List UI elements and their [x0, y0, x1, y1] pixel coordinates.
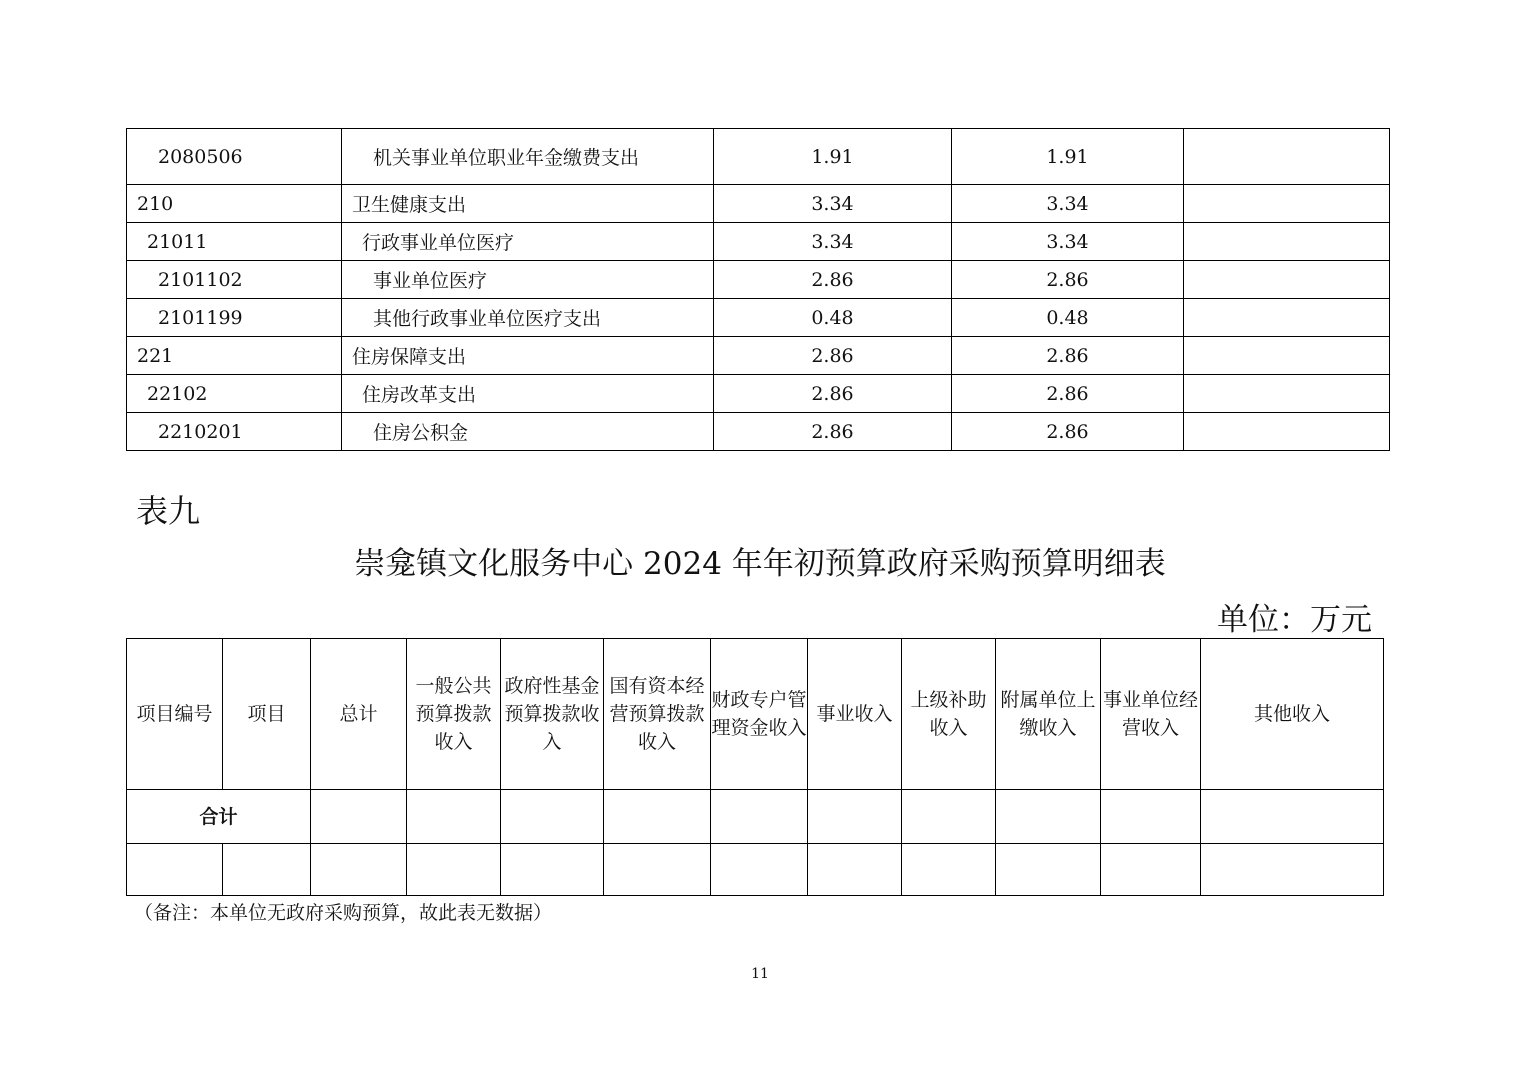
- table-row: [127, 375, 1390, 413]
- project-expense-cell: [1184, 299, 1390, 337]
- table-number-label: 表九: [136, 492, 201, 530]
- table-cell: [501, 844, 604, 896]
- account-name-cell: 机关事业单位职业年金缴费支出: [342, 129, 714, 185]
- basic-expense-cell: 2.86: [952, 261, 1184, 299]
- account-name-cell: 事业单位医疗: [342, 261, 714, 299]
- table-cell: [1201, 790, 1384, 844]
- project-expense-cell: [1184, 261, 1390, 299]
- account-code-cell: 2101102: [127, 261, 342, 299]
- project-expense-cell: [1184, 413, 1390, 451]
- table-cell: [501, 790, 604, 844]
- table-cell: [808, 790, 902, 844]
- total-cell: 2.86: [714, 337, 952, 375]
- unit-label: 单位：万元: [1217, 602, 1372, 638]
- document-title: 崇龛镇文化服务中心 2024 年年初预算政府采购预算明细表: [354, 546, 1166, 582]
- account-code-cell: 2080506: [127, 129, 342, 185]
- total-cell: 1.91: [714, 129, 952, 185]
- table-cell: [127, 844, 223, 896]
- table-cell: [902, 790, 996, 844]
- table-cell: [711, 790, 808, 844]
- procurement-budget-table: [126, 638, 1384, 896]
- account-name-cell: 住房改革支出: [342, 375, 714, 413]
- header-row: [127, 639, 1384, 790]
- table-cell: [711, 844, 808, 896]
- header-cell: 总计: [311, 639, 407, 790]
- footnote: （备注：本单位无政府采购预算，故此表无数据）: [134, 902, 553, 924]
- basic-expense-cell: 1.91: [952, 129, 1184, 185]
- total-cell: 3.34: [714, 185, 952, 223]
- table-row: [127, 337, 1390, 375]
- header-cell: 上级补助收入: [902, 639, 996, 790]
- basic-expense-cell: 2.86: [952, 413, 1184, 451]
- total-row: [127, 790, 1384, 844]
- table-cell: [604, 790, 711, 844]
- total-cell: 0.48: [714, 299, 952, 337]
- account-code-cell: 22102: [127, 375, 342, 413]
- project-expense-cell: [1184, 337, 1390, 375]
- project-expense-cell: [1184, 223, 1390, 261]
- account-name-cell: 行政事业单位医疗: [342, 223, 714, 261]
- account-name-cell: 住房保障支出: [342, 337, 714, 375]
- header-cell: 政府性基金预算拨款收入: [501, 639, 604, 790]
- header-cell: 项目编号: [127, 639, 223, 790]
- basic-expense-cell: 3.34: [952, 223, 1184, 261]
- table-cell: [311, 790, 407, 844]
- header-cell: 附属单位上缴收入: [996, 639, 1101, 790]
- account-name-cell: 卫生健康支出: [342, 185, 714, 223]
- table-cell: [223, 844, 311, 896]
- header-cell: 财政专户管理资金收入: [711, 639, 808, 790]
- table-cell: [996, 790, 1101, 844]
- table-cell: [1201, 844, 1384, 896]
- table-row: [127, 261, 1390, 299]
- table-row: [127, 185, 1390, 223]
- total-label: 合计: [127, 790, 311, 844]
- header-cell: 项目: [223, 639, 311, 790]
- table-cell: [808, 844, 902, 896]
- account-name-cell: 其他行政事业单位医疗支出: [342, 299, 714, 337]
- account-code-cell: 2210201: [127, 413, 342, 451]
- header-cell: 一般公共预算拨款收入: [407, 639, 501, 790]
- table-cell: [1101, 844, 1201, 896]
- table-row: [127, 223, 1390, 261]
- total-cell: 2.86: [714, 375, 952, 413]
- table-row: [127, 413, 1390, 451]
- project-expense-cell: [1184, 185, 1390, 223]
- table-row: [127, 129, 1390, 185]
- header-cell: 国有资本经营预算拨款收入: [604, 639, 711, 790]
- table-cell: [902, 844, 996, 896]
- header-cell: 其他收入: [1201, 639, 1384, 790]
- table-cell: [311, 844, 407, 896]
- table-cell: [604, 844, 711, 896]
- account-name-cell: 住房公积金: [342, 413, 714, 451]
- account-code-cell: 210: [127, 185, 342, 223]
- basic-expense-cell: 2.86: [952, 375, 1184, 413]
- empty-row: [127, 844, 1384, 896]
- table-cell: [407, 790, 501, 844]
- basic-expense-cell: 2.86: [952, 337, 1184, 375]
- basic-expense-cell: 3.34: [952, 185, 1184, 223]
- basic-expense-cell: 0.48: [952, 299, 1184, 337]
- table-cell: [1101, 790, 1201, 844]
- account-code-cell: 2101199: [127, 299, 342, 337]
- account-code-cell: 21011: [127, 223, 342, 261]
- total-cell: 2.86: [714, 413, 952, 451]
- total-cell: 2.86: [714, 261, 952, 299]
- project-expense-cell: [1184, 375, 1390, 413]
- table-cell: [996, 844, 1101, 896]
- account-code-cell: 221: [127, 337, 342, 375]
- project-expense-cell: [1184, 129, 1390, 185]
- budget-expense-table: [126, 128, 1390, 451]
- total-cell: 3.34: [714, 223, 952, 261]
- page-number: 11: [751, 966, 769, 982]
- table-row: [127, 299, 1390, 337]
- header-cell: 事业收入: [808, 639, 902, 790]
- table-cell: [407, 844, 501, 896]
- header-cell: 事业单位经营收入: [1101, 639, 1201, 790]
